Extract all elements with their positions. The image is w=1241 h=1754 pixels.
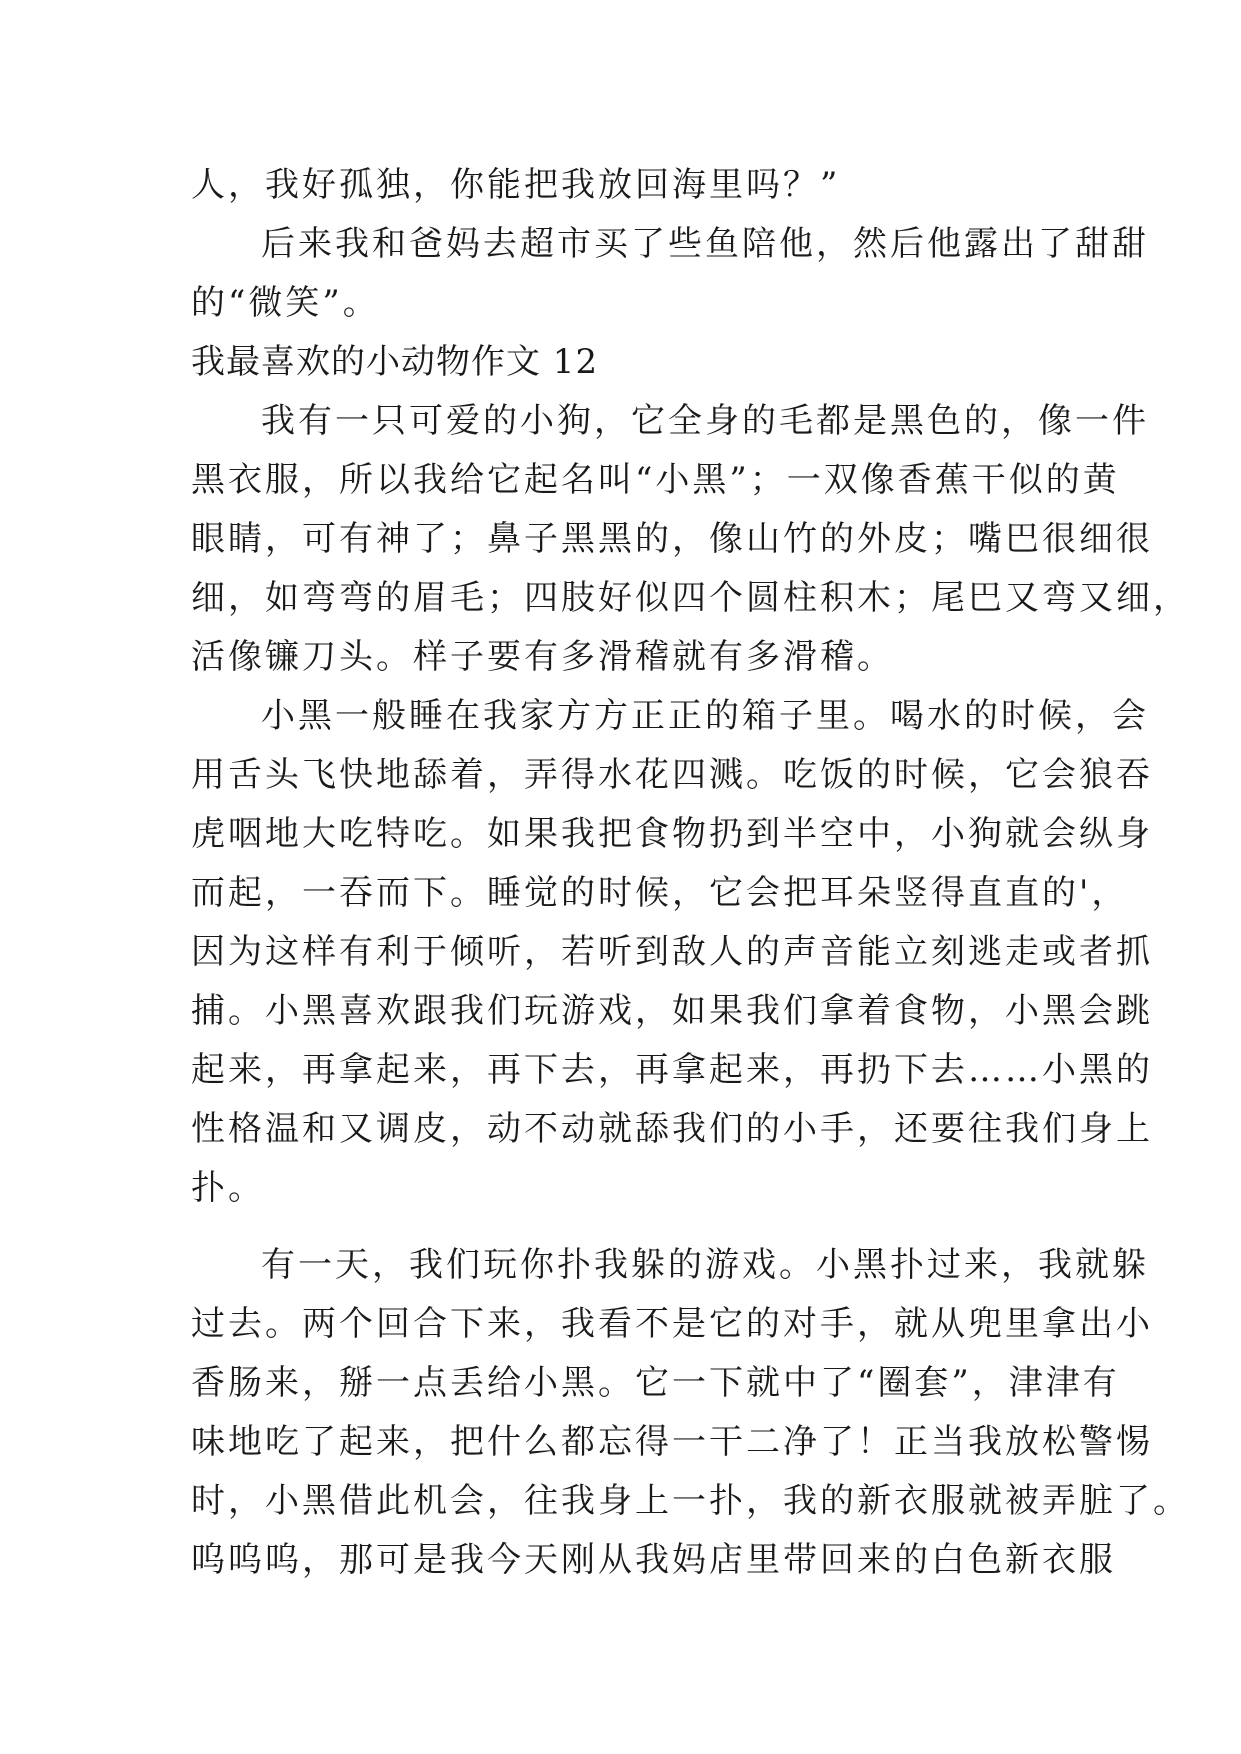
paragraph-line: 扑。 [191, 1168, 265, 1208]
paragraph-line: 我有一只可爱的小狗，它全身的毛都是黑色的，像一件 [261, 401, 1149, 441]
intro-line: 的“微笑”。 [191, 283, 380, 323]
paragraph-line: 活像镰刀头。样子要有多滑稽就有多滑稽。 [191, 637, 894, 677]
document-body [191, 156, 1190, 1590]
paragraph-line: 性格温和又调皮，动不动就舔我们的小手，还要往我们身上 [191, 1109, 1153, 1149]
paragraph-line: 有一天，我们玩你扑我躲的游戏。小黑扑过来，我就躲 [261, 1245, 1149, 1285]
paragraph-line: 黑衣服，所以我给它起名叫“小黑”；一双像香蕉干似的黄 [191, 460, 1120, 500]
paragraph-line: 起来，再拿起来，再下去，再拿起来，再扔下去……小黑的 [191, 1050, 1153, 1090]
paragraph-line: 用舌头飞快地舔着，弄得水花四溅。吃饭的时候，它会狼吞 [191, 755, 1153, 795]
paragraph-line: 香肠来，掰一点丢给小黑。它一下就中了“圈套”，津津有 [191, 1363, 1120, 1403]
paragraph-line: 细，如弯弯的眉毛；四肢好似四个圆柱积木；尾巴又弯又细， [191, 578, 1190, 618]
paragraph-line: 而起，一吞而下。睡觉的时候，它会把耳朵竖得直直的'， [191, 873, 1129, 913]
paragraph-line: 眼睛，可有神了；鼻子黑黑的，像山竹的外皮；嘴巴很细很 [191, 519, 1153, 559]
paragraph-line: 呜呜呜，那可是我今天刚从我妈店里带回来的白色新衣服 [191, 1540, 1116, 1580]
paragraph-line: 味地吃了起来，把什么都忘得一干二净了！正当我放松警惕 [191, 1422, 1153, 1462]
intro-line: 人，我好孤独，你能把我放回海里吗？” [191, 165, 841, 205]
paragraph-line: 小黑一般睡在我家方方正正的箱子里。喝水的时候，会 [261, 696, 1149, 736]
paragraph-line: 时，小黑借此机会，往我身上一扑，我的新衣服就被弄脏了。 [191, 1481, 1190, 1521]
paragraph-line: 因为这样有利于倾听，若听到敌人的声音能立刻逃走或者抓 [191, 932, 1153, 972]
paragraph-line: 虎咽地大吃特吃。如果我把食物扔到半空中，小狗就会纵身 [191, 814, 1153, 854]
paragraph-line: 捕。小黑喜欢跟我们玩游戏，如果我们拿着食物，小黑会跳 [191, 991, 1153, 1031]
paragraph-line: 过去。两个回合下来，我看不是它的对手，就从兜里拿出小 [191, 1304, 1153, 1344]
essay-heading: 我最喜欢的小动物作文 12 [191, 342, 599, 382]
intro-line: 后来我和爸妈去超市买了些鱼陪他，然后他露出了甜甜 [261, 224, 1149, 264]
paragraph-gap [191, 1218, 1051, 1236]
